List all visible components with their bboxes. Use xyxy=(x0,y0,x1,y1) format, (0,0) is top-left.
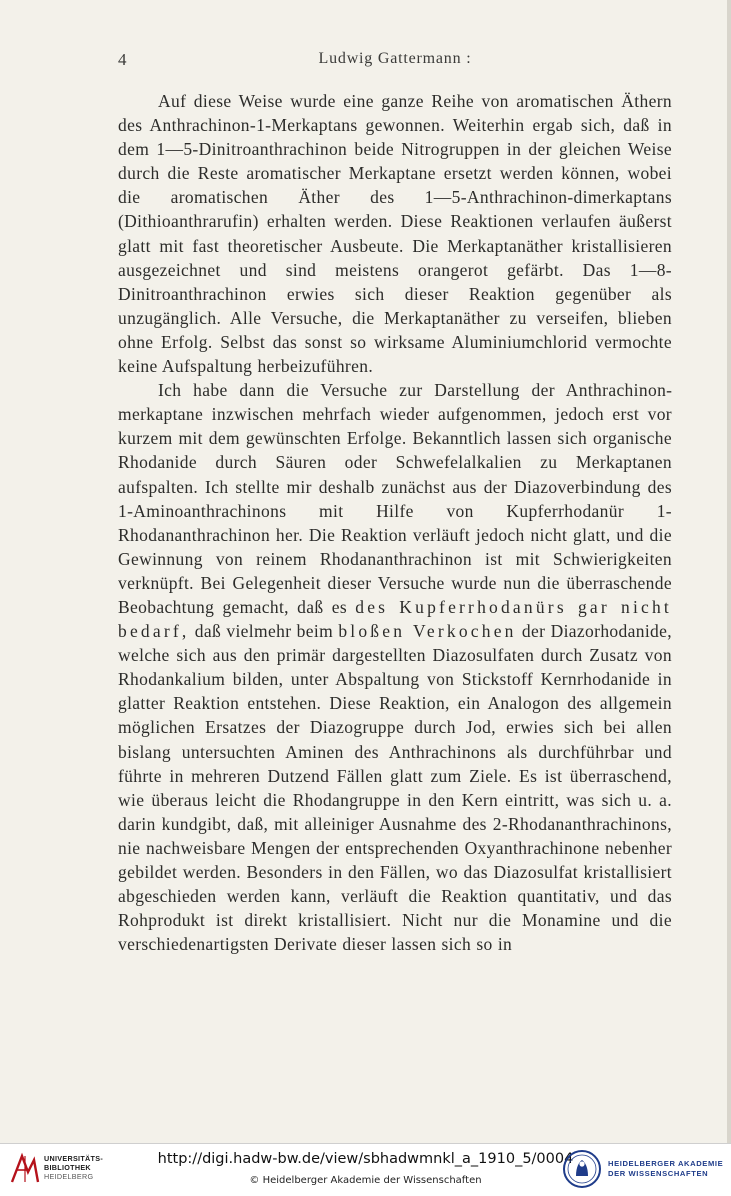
copyright-notice: © Heidelberger Akademie der Wissenschaften xyxy=(249,1175,482,1186)
paragraph-2-part-a: Ich habe dann die Versuche zur Darstellung der Anthrachinonmerkaptane inzwischen mehrfach wieder aufgenommen, jedoch erst vor kurzem mit dem gewünschten Erfolge. Bekanntlich lassen sich organische Rhodanide durch Säuren oder Schwefelalkalien zu Merkaptanen aufspalten. Ich stellte mir deshalb zunächst aus der Diazoverbindung des 1-Aminoanthrachinons mit Hilfe von Kupferrhodanür 1-Rhodananthrachinon her. Die Reaktion verläuft jedoch nicht glatt, und die Gewinnung von reinem Rhodananthrachinon ist mit Schwierigkeiten verknüpft. Bei Gelegenheit dieser Versuche wurde nun die überraschende Beobachtung gemacht, daß es xyxy=(118,380,672,617)
body-text xyxy=(118,89,672,956)
page-number: 4 xyxy=(118,50,127,69)
emphasis-spaced-1: des Kupferrhodanürs gar nicht bedarf, xyxy=(118,596,672,642)
paragraph-1: Auf diese Weise wurde eine ganze Reihe von aromatischen Äthern des Anthrachinon-1-Merkaptans gewonnen. Weiterhin ergab sich, daß in dem 1—5-Dinitroanthrachinon beide Nitrogruppen in der gleichen Weise durch die Reste aromatischer Merkaptane ersetzt werden können, wobei die aromatischen Äther des 1—5-Anthrachinon-dimerkaptans (Dithioanthrarufin) erhalten werden. Diese Reaktionen verlaufen äußerst glatt mit fast theoretischer Ausbeute. Die Merkaptanäther kristallisieren ausgezeichnet und sind meistens orangerot gefärbt. Das 1—8-Dinitroanthrachinon erwies sich dieser Reaktion gegenüber als unzugänglich. Alle Versuche, die Merkaptanäther zu verseifen, blieben ohne Erfolg. Selbst das sonst so wirksame Aluminiumchlorid vermochte keine Aufspaltung herbeizuführen. xyxy=(118,91,672,377)
academy-seal-icon xyxy=(562,1149,602,1189)
paragraph-2-part-b: daß vielmehr beim xyxy=(194,621,334,642)
permalink-url[interactable]: http://digi.hadw-bw.de/view/sbhadwmnkl_a_1910_5/0004 xyxy=(157,1151,574,1167)
paragraph-2-part-c: der Diazorhodanide, welche sich aus den primär dargestellten Diazosulfaten durch Zusatz von Rhodankalium bilden, unter Abspaltung von Stickstoff Kernrhodanide in glatter Reaktion entstehen. Diese Reaktion, ein Analogon des allgemein möglichen Ersatzes der Diazogruppe durch Jod, erwies sich bei allen bislang untersuchten Aminen des Anthrachinons als durchführbar und führte in mehreren Dutzend Fällen glatt zum Ziele. Es ist überraschend, wie überaus leicht die Rhodangruppe in den Kern eintritt, was sich u. a. darin kundgibt, daß, mit alleiniger Ausnahme des 2-Rhodananthrachinons, nie nachweisbare Mengen der entsprechenden Oxyanthrachinone nebenher gebildet werden. Besonders in den Fällen, wo das Diazosulfat kristallisiert abgeschieden werden kann, verläuft die Reaktion quantitativ, und das Rohprodukt ist direkt kristallisiert. Nicht nur die Monamine und die verschiedenartigsten Derivate dieser lassen sich so in xyxy=(118,621,672,955)
running-head: Ludwig Gattermann : xyxy=(318,50,472,67)
emphasis-spaced-2: bloßen Verkochen xyxy=(338,621,517,642)
university-library-name: UNIVERSITÄTS- BIBLIOTHEK HEIDELBERG xyxy=(44,1154,104,1181)
academy-name: HEIDELBERGER AKADEMIE DER WISSENSCHAFTEN xyxy=(608,1159,724,1178)
paragraph-2 xyxy=(118,378,672,956)
viewer-footer xyxy=(0,1143,731,1196)
page-header xyxy=(118,50,672,74)
